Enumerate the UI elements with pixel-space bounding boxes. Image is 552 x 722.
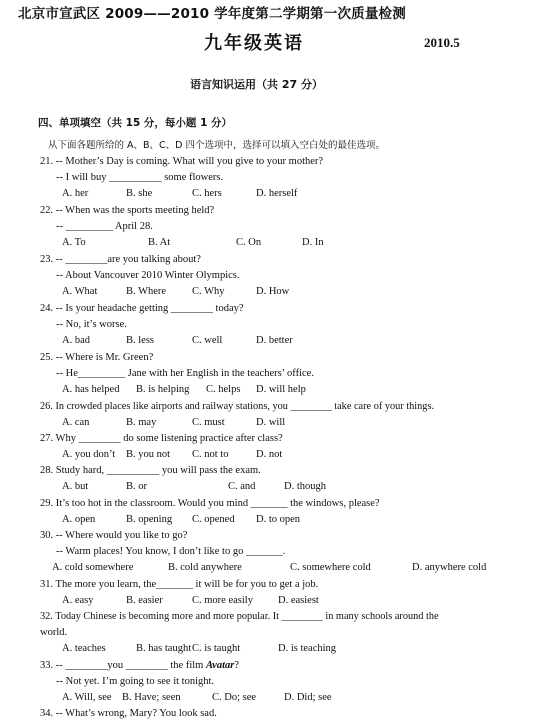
q23-option-b: B. Where (126, 286, 167, 297)
q33-option-d: D. Did; see (284, 692, 332, 703)
q25-option-b: B. is helping (136, 384, 190, 395)
q30-option-c: C. somewhere cold (290, 562, 371, 573)
part-title: 语言知识运用（共 27 分） (190, 78, 323, 91)
q33-option-a: A. Will, see (62, 692, 112, 703)
q33-question-start: 33. -- ________you ________ the film (40, 660, 206, 671)
q28-option-b: B. or (126, 481, 147, 492)
q21-option-b: B. she (126, 188, 153, 199)
q21-option-d: D. herself (256, 188, 298, 199)
q22-answer-line: -- _________ April 28. (56, 221, 153, 232)
q33-question (40, 660, 239, 672)
q29-question: 29. It’s too hot in the classroom. Would you mind _______ the windows, please? (40, 498, 380, 509)
q25-question: 25. -- Where is Mr. Green? (40, 352, 154, 363)
q23-option-c: C. Why (192, 286, 225, 297)
q21-answer-line: -- I will buy __________ some flowers. (56, 172, 224, 183)
section-instruction: 从下面各题所给的 A、B、C、D 四个选项中，选择可以填入空白处的最佳选项。 (48, 140, 386, 151)
q29-option-a: A. open (62, 514, 96, 525)
q24-option-c: C. well (192, 335, 223, 346)
q22-option-c: C. On (236, 237, 262, 248)
q32-option-a: A. teaches (62, 643, 106, 654)
q27-option-b: B. you not (126, 449, 171, 460)
q26-question: 26. In crowded places like airports and railway stations, you ________ take care of your things. (40, 401, 435, 412)
q28-question: 28. Study hard, __________ you will pass the exam. (40, 465, 261, 476)
q24-answer-line: -- No, it’s worse. (56, 319, 127, 330)
q21-option-c: C. hers (192, 188, 222, 199)
q30-option-d: D. anywhere cold (412, 562, 487, 573)
q31-option-c: C. more easily (192, 595, 253, 606)
paper-title: 九年级英语 (204, 33, 304, 54)
q31-option-d: D. easiest (278, 595, 319, 606)
q32-option-d: D. is teaching (278, 643, 337, 654)
q26-option-d: D. will (256, 417, 286, 428)
q22-option-b: B. At (148, 237, 171, 248)
q22-option-a: A. To (62, 237, 86, 248)
q21-option-a: A. her (62, 188, 89, 199)
exam-date: 2010.5 (424, 35, 460, 50)
q34-question: 34. -- What’s wrong, Mary? You look sad. (40, 708, 217, 719)
q33-answer-line: -- Not yet. I’m going to see it tonight. (56, 676, 215, 687)
q24-option-d: D. better (256, 335, 293, 346)
q23-answer-line: -- About Vancouver 2010 Winter Olympics. (56, 270, 240, 281)
q27-option-d: D. not (256, 449, 283, 460)
q28-option-a: A. but (62, 481, 89, 492)
q32-question: 32. Today Chinese is becoming more and more popular. It ________ in many schools around the (40, 611, 439, 622)
q25-option-a: A. has helped (62, 384, 120, 395)
q25-option-c: C. helps (206, 384, 241, 395)
q27-option-a: A. you don’t (62, 449, 116, 460)
q30-option-b: B. cold anywhere (168, 562, 242, 573)
q25-answer-line: -- He_________ Jane with her English in the teachers’ office. (56, 368, 314, 379)
q28-option-c: C. and (228, 481, 256, 492)
q32-option-c: C. is taught (192, 643, 241, 654)
q29-option-d: D. to open (256, 514, 301, 525)
q32-question-cont: world. (40, 627, 68, 638)
q23-question: 23. -- ________are you talking about? (40, 254, 201, 265)
q24-option-b: B. less (126, 335, 155, 346)
q22-option-d: D. In (302, 237, 324, 248)
q32-option-b: B. has taught (136, 643, 192, 654)
q33-film-title: Avatar (205, 660, 235, 671)
q26-option-c: C. must (192, 417, 225, 428)
q33-option-c: C. Do; see (212, 692, 257, 703)
q22-question: 22. -- When was the sports meeting held? (40, 205, 215, 216)
section-heading: 四、单项填空（共 15 分，每小题 1 分） (38, 117, 233, 129)
q29-option-b: B. opening (126, 514, 173, 525)
q33-question-end: ? (234, 660, 240, 671)
q26-option-b: B. may (126, 417, 157, 428)
q23-option-d: D. How (256, 286, 290, 297)
q21-question: 21. -- Mother’s Day is coming. What will you give to your mother? (40, 156, 324, 167)
q33-option-b: B. Have; seen (122, 692, 181, 703)
exam-title: 北京市宣武区 2009——2010 学年度第二学期第一次质量检测 (18, 6, 406, 22)
q25-option-d: D. will help (256, 384, 306, 395)
q28-option-d: D. though (284, 481, 326, 492)
q24-question: 24. -- Is your headache getting ________ today? (40, 303, 244, 314)
q30-option-a: A. cold somewhere (52, 562, 134, 573)
q29-option-c: C. opened (192, 514, 235, 525)
q27-question: 27. Why ________ do some listening practice after class? (40, 433, 283, 444)
q24-option-a: A. bad (62, 335, 90, 346)
q31-question: 31. The more you learn, the_______ it will be for you to get a job. (40, 579, 319, 590)
q30-question: 30. -- Where would you like to go? (40, 530, 188, 541)
q30-answer-line: -- Warm places! You know, I don’t like to go _______. (56, 546, 286, 557)
q31-option-b: B. easier (126, 595, 163, 606)
q26-option-a: A. can (62, 417, 90, 428)
q23-option-a: A. What (62, 286, 98, 297)
q31-option-a: A. easy (62, 595, 94, 606)
q27-option-c: C. not to (192, 449, 229, 460)
